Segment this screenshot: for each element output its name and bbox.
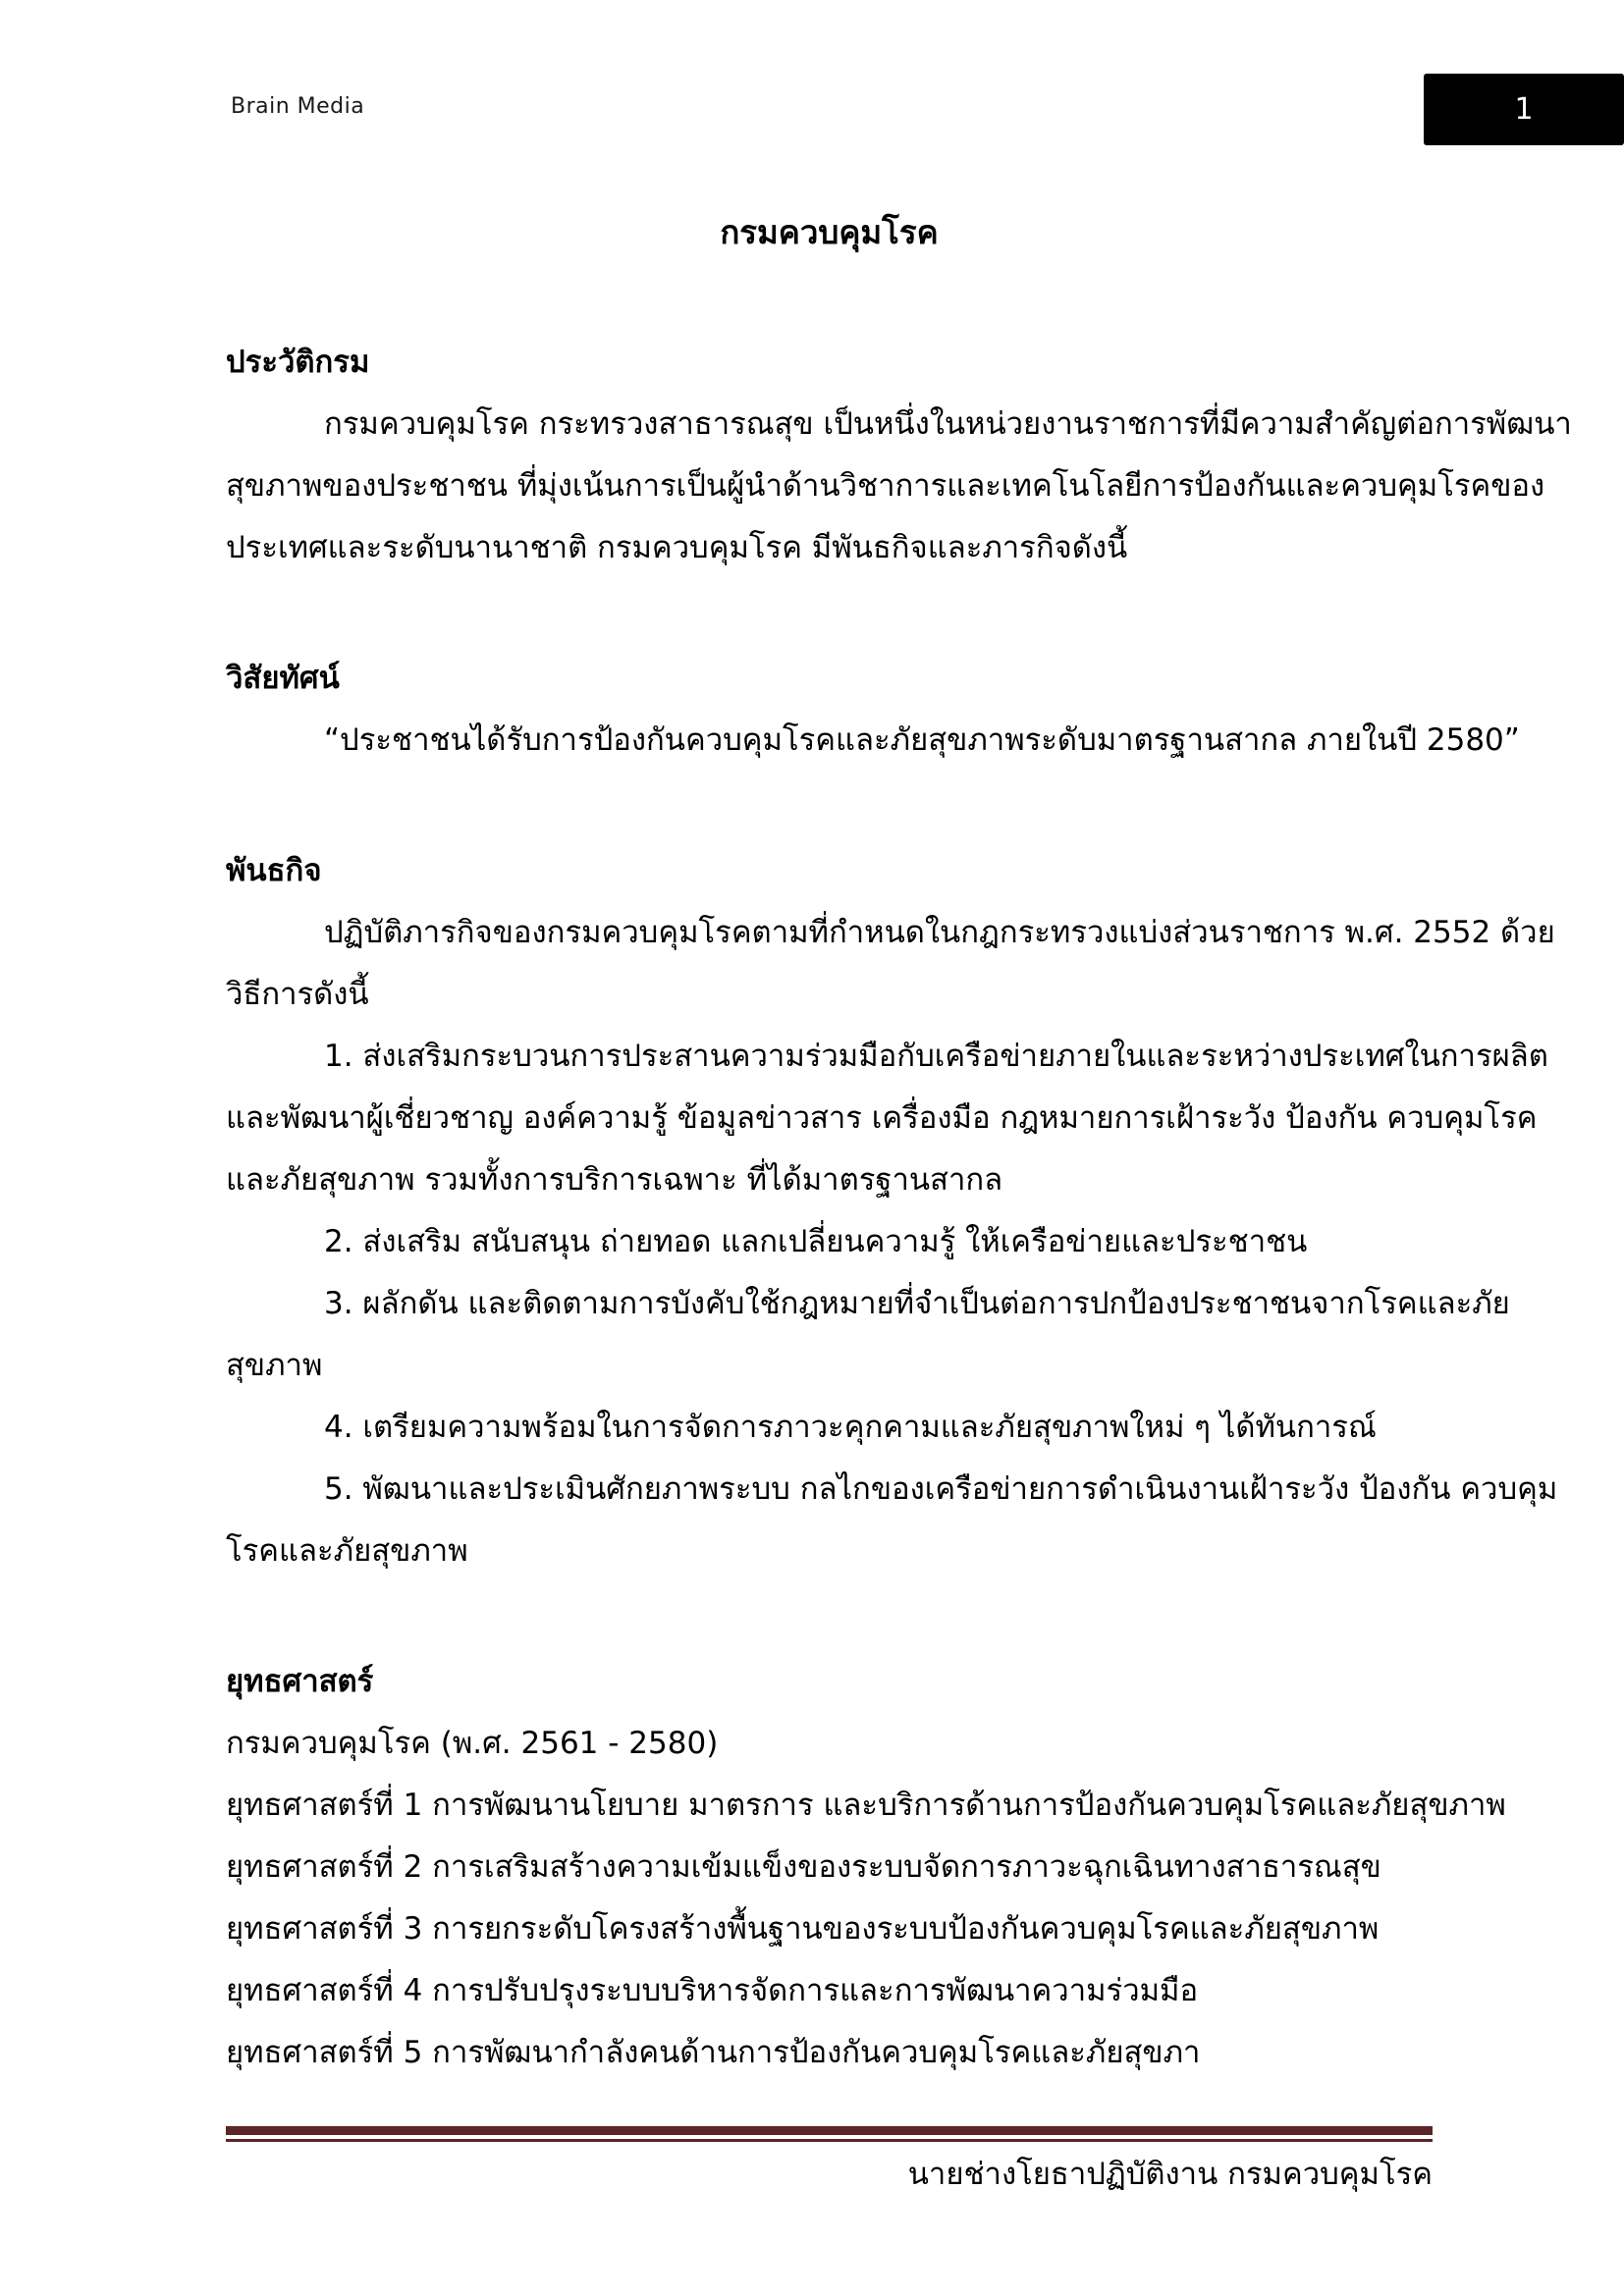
mission-item-line: 3. ผลักดัน และติดตามการบังคับใช้กฎหมายที่จำเป็นต่อการปกป้องประชาชนจากโรคและภัย	[324, 1286, 1510, 1321]
section-mission-heading: พันธกิจ	[226, 853, 322, 888]
page-number-badge	[1424, 74, 1624, 145]
header-brand: Brain Media	[231, 94, 365, 119]
mission-item-line: 4. เตรียมความพร้อมในการจัดการภาวะคุกคามและภัยสุขภาพใหม่ ๆ ได้ทันการณ์	[324, 1410, 1377, 1445]
paragraph-line: กรมควบคุมโรค กระทรวงสาธารณสุข เป็นหนึ่งในหน่วยงานราชการที่มีความสำคัญต่อการพัฒนา	[324, 406, 1572, 442]
mission-item-line: และพัฒนาผู้เชี่ยวชาญ องค์ความรู้ ข้อมูลข่าวสาร เครื่องมือ กฎหมายการเฝ้าระวัง ป้องกัน ควบคุมโรค	[226, 1100, 1538, 1136]
paragraph-line: วิธีการดังนี้	[226, 977, 369, 1012]
footer-rule-thin	[226, 2139, 1433, 2142]
footer-text: นายช่างโยธาปฏิบัติงาน กรมควบคุมโรค	[907, 2157, 1433, 2192]
mission-item-line: 2. ส่งเสริม สนับสนุน ถ่ายทอด แลกเปลี่ยนความรู้ ให้เครือข่ายและประชาชน	[324, 1224, 1308, 1259]
strategy-item-line: ยุทธศาสตร์ที่ 4 การปรับปรุงระบบบริหารจัดการและการพัฒนาความร่วมมือ	[226, 1973, 1199, 2008]
vision-quote: “ประชาชนได้รับการป้องกันควบคุมโรคและภัยสุขภาพระดับมาตรฐานสากล ภายในปี 2580”	[324, 722, 1520, 758]
page-number: 1	[1514, 91, 1534, 127]
section-strategy-heading: ยุทธศาสตร์	[226, 1664, 374, 1699]
section-strategy	[226, 1651, 1506, 2084]
mission-item-line: 5. พัฒนาและประเมินศักยภาพระบบ กลไกของเครือข่ายการดำเนินงานเฝ้าระวัง ป้องกัน ควบคุม	[324, 1471, 1558, 1507]
strategy-item-line: ยุทธศาสตร์ที่ 3 การยกระดับโครงสร้างพื้นฐานของระบบป้องกันควบคุมโรคและภัยสุขภาพ	[226, 1911, 1380, 1947]
mission-item-line: และภัยสุขภาพ รวมทั้งการบริการเฉพาะ ที่ได้มาตรฐานสากล	[226, 1162, 1003, 1198]
strategy-item-line: ยุทธศาสตร์ที่ 5 การพัฒนากำลังคนด้านการป้องกันควบคุมโรคและภัยสุขภา	[226, 2035, 1201, 2070]
strategy-subtitle: กรมควบคุมโรค (พ.ศ. 2561 - 2580)	[226, 1726, 719, 1761]
document-title: กรมควบคุมโรค	[720, 213, 939, 251]
section-history-heading: ประวัติกรม	[226, 345, 370, 380]
strategy-item-line: ยุทธศาสตร์ที่ 1 การพัฒนานโยบาย มาตรการ และบริการด้านการป้องกันควบคุมโรคและภัยสุขภาพ	[226, 1788, 1506, 1823]
document-content	[226, 201, 1572, 2084]
paragraph-line: สุขภาพของประชาชน ที่มุ่งเน้นการเป็นผู้นำด้านวิชาการและเทคโนโลยีการป้องกันและควบคุมโรคของ	[226, 468, 1545, 504]
mission-item-line: 1. ส่งเสริมกระบวนการประสานความร่วมมือกับเครือข่ายภายในและระหว่างประเทศในการผลิต	[324, 1039, 1548, 1074]
strategy-item-line: ยุทธศาสตร์ที่ 2 การเสริมสร้างความเข้มแข็งของระบบจัดการภาวะฉุกเฉินทางสาธารณสุข	[226, 1849, 1381, 1885]
section-mission	[226, 840, 1558, 1582]
mission-item-line: โรคและภัยสุขภาพ	[226, 1533, 468, 1569]
page-footer	[226, 2126, 1433, 2206]
paragraph-line: ปฏิบัติภารกิจของกรมควบคุมโรคตามที่กำหนดในกฎกระทรวงแบ่งส่วนราชการ พ.ศ. 2552 ด้วย	[324, 915, 1555, 950]
footer-rule-thick	[226, 2126, 1433, 2135]
paragraph-line: ประเทศและระดับนานาชาติ กรมควบคุมโรค มีพันธกิจและภารกิจดังนี้	[226, 530, 1128, 565]
section-vision-heading: วิสัยทัศน์	[226, 661, 340, 696]
section-vision	[226, 648, 1520, 772]
section-history	[226, 332, 1572, 579]
mission-item-line: สุขภาพ	[226, 1348, 323, 1383]
